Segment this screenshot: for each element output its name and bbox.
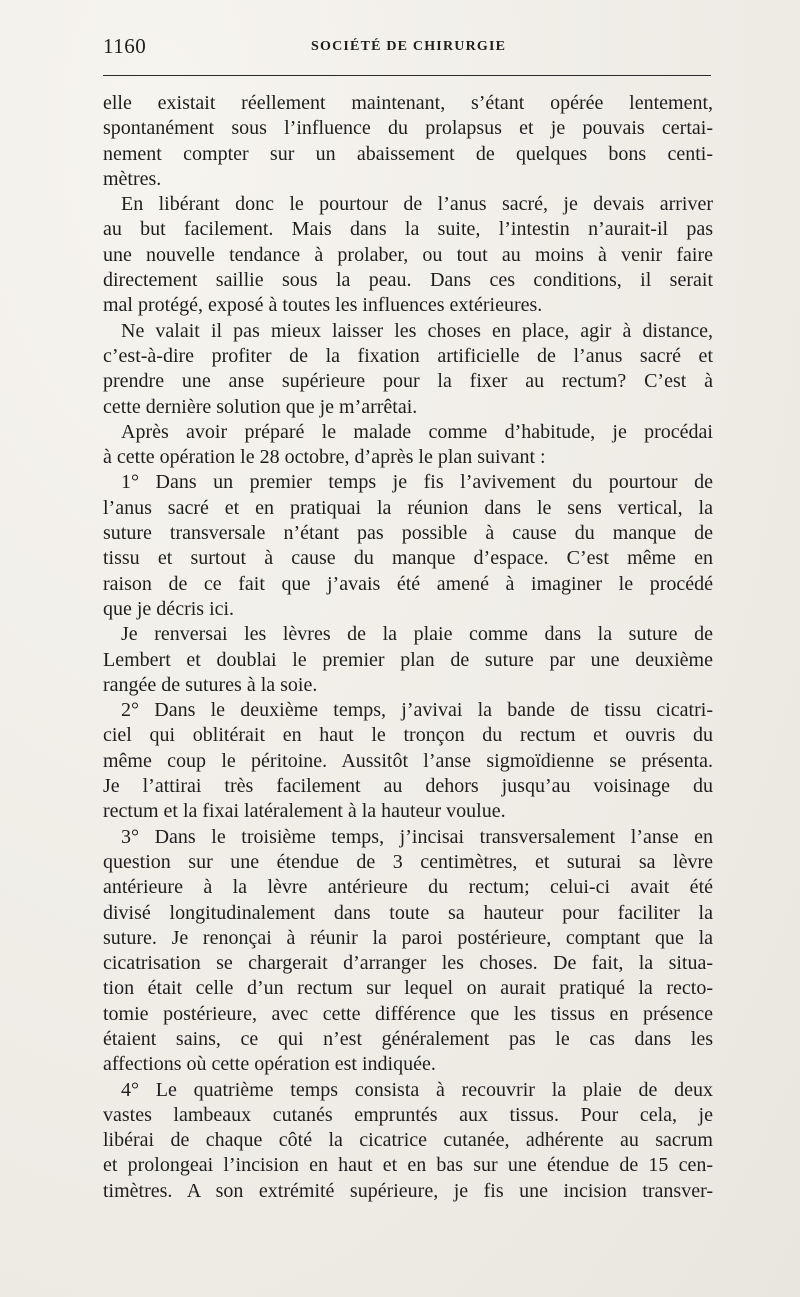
text-line: 4° Le quatrième temps consista à recouvrir la plaie de deux: [121, 1078, 713, 1101]
text-line: Je renversai les lèvres de la plaie comme dans la suture de: [121, 623, 713, 646]
text-line: raison de ce fait que j’avais été amené à imaginer le procédé: [103, 572, 713, 595]
text-line: antérieure à la lèvre antérieure du rectum; celui-ci avait été: [103, 876, 713, 899]
text-line: affections où cette opération est indiquée.: [103, 1053, 436, 1076]
text-line: tissu et surtout à cause du manque d’espace. C’est même en: [103, 547, 713, 570]
text-line: rangée de sutures à la soie.: [103, 673, 318, 696]
text-line: tomie postérieure, avec cette différence que les tissus en présence: [103, 1002, 713, 1025]
text-line: timètres. A son extrémité supérieure, je fis une incision transver-: [103, 1179, 713, 1202]
text-line: au but facilement. Mais dans la suite, l’intestin n’aurait-il pas: [103, 218, 713, 241]
text-line: Après avoir préparé le malade comme d’habitude, je procédai: [121, 420, 713, 443]
text-line: Ne valait il pas mieux laisser les choses en place, agir à distance,: [121, 319, 713, 342]
text-line: et prolongeai l’incision en haut et en bas sur une étendue de 15 cen-: [103, 1154, 713, 1177]
text-line: 1° Dans un premier temps je fis l’avivement du pourtour de: [121, 471, 713, 494]
text-line: mal protégé, exposé à toutes les influences extérieures.: [103, 294, 543, 317]
text-line: mètres.: [103, 167, 162, 190]
text-line: divisé longitudinalement dans toute sa hauteur pour faciliter la: [103, 901, 713, 924]
text-line: à cette opération le 28 octobre, d’après le plan suivant :: [103, 446, 546, 469]
text-line: Je l’attirai très facilement au dehors jusqu’au voisinage du: [103, 775, 713, 798]
text-line: que je décris ici.: [103, 597, 235, 620]
body-text: [103, 91, 713, 1204]
text-line: elle existait réellement maintenant, s’étant opérée lentement,: [103, 92, 713, 114]
text-line: même coup le péritoine. Aussitôt l’anse sigmoïdienne se présenta.: [103, 749, 713, 772]
text-line: cette dernière solution que je m’arrêtai.: [103, 395, 418, 418]
text-line: cicatrisation se chargerait d’arranger les choses. De fait, la situa-: [103, 952, 713, 975]
text-line: 2° Dans le deuxième temps, j’avivai la bande de tissu cicatri-: [121, 699, 713, 722]
text-line: nement compter sur un abaissement de quelques bons centi-: [103, 142, 713, 165]
page-number: 1160: [103, 34, 147, 58]
text-line: vastes lambeaux cutanés empruntés aux tissus. Pour cela, je: [103, 1103, 713, 1126]
journal-title: SOCIÉTÉ DE CHIRURGIE: [311, 39, 507, 54]
text-line: En libérant donc le pourtour de l’anus sacré, je devais arriver: [121, 193, 713, 216]
text-line: rectum et la fixai latéralement à la hauteur voulue.: [103, 800, 506, 823]
header-rule: [103, 75, 711, 76]
text-line: suture. Je renonçai à réunir la paroi postérieure, comptant que la: [103, 926, 713, 949]
text-line: suture transversale n’étant pas possible à cause du manque de: [103, 522, 713, 545]
text-line: étaient sains, ce qui n’est généralement pas le cas dans les: [103, 1027, 713, 1050]
text-line: spontanément sous l’influence du prolapsus et je pouvais certai-: [103, 117, 713, 140]
text-line: ciel qui oblitérait en haut le tronçon du rectum et ouvris du: [103, 724, 713, 747]
running-head: [103, 34, 711, 64]
text-line: prendre une anse supérieure pour la fixer au rectum? C’est à: [103, 370, 713, 393]
text-line: tion était celle d’un rectum sur lequel on aurait pratiqué la recto-: [103, 977, 713, 1000]
text-line: directement saillie sous la peau. Dans ces conditions, il serait: [103, 269, 713, 292]
text-line: c’est-à-dire profiter de la fixation artificielle de l’anus sacré et: [103, 344, 713, 367]
text-line: une nouvelle tendance à prolaber, ou tout au moins à venir faire: [103, 243, 713, 266]
text-line: question sur une étendue de 3 centimètres, et suturai sa lèvre: [103, 850, 713, 873]
text-line: Lembert et doublai le premier plan de suture par une deuxième: [103, 648, 713, 671]
text-line: libérai de chaque côté la cicatrice cutanée, adhérente au sacrum: [103, 1129, 713, 1152]
text-line: 3° Dans le troisième temps, j’incisai transversalement l’anse en: [121, 825, 713, 848]
text-line: l’anus sacré et en pratiquai la réunion dans le sens vertical, la: [103, 496, 713, 519]
